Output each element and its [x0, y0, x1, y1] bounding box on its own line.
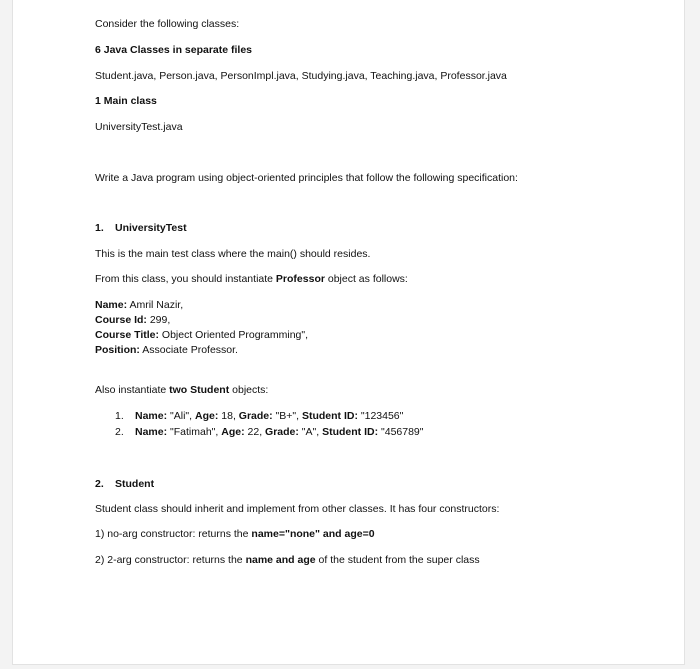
- professor-position: Position: Associate Professor.: [95, 344, 238, 356]
- task-text: Write a Java program using object-oriented principles that follow the following specification:: [95, 172, 518, 184]
- professor-name: Name: Amril Nazir,: [95, 299, 184, 311]
- section1-paragraph-2: From this class, you should instantiate Professor object as follows:: [95, 273, 408, 285]
- constructor-1: 1) no-arg constructor: returns the name="none" and age=0: [95, 528, 375, 540]
- professor-course-title: Course Title: Object Oriented Programming",: [95, 329, 309, 341]
- constructor-2: 2) 2-arg constructor: returns the name and age of the student from the super class: [95, 554, 480, 566]
- section2-heading: 2. Student: [95, 478, 155, 490]
- intro-text: Consider the following classes:: [95, 18, 240, 30]
- section2-paragraph-1: Student class should inherit and implement from other classes. It has four constructors:: [95, 503, 500, 515]
- java-classes-list: Student.java, Person.java, PersonImpl.java, Studying.java, Teaching.java, Professor.java: [95, 70, 507, 82]
- professor-course-id: Course Id: 299,: [95, 314, 171, 326]
- main-class-file: UniversityTest.java: [95, 121, 183, 133]
- java-classes-heading: 6 Java Classes in separate files: [95, 44, 253, 56]
- section1-heading: 1. UniversityTest: [95, 222, 187, 234]
- section1-paragraph-3: Also instantiate two Student objects:: [95, 384, 269, 396]
- document-page: Consider the following classes: 6 Java Classes in separate files Student.java, Person.java, PersonImpl.java, Studying.java, Teaching.java, Professor.java 1 Main class UniversityTest.java Write a Java program using object-oriented principles that follow the following specification: 1. UniversityTest This is the main test class where the main() should resides. From this class, you should instantiate Professor object as follows: Name: Amril Nazir, Course Id: 299, Course Title: Object Oriented Programming", Position: Associate Professor. Also instantiate two Student objects: 1. Name: "Ali", Age: 18, Grade: "B+", Student ID: "123456" 2. Name: "Fatimah", Age: 22, Grade: "A", Student ID: "456789" 2. Student Student class should inherit and implement from other classes. It has four constructors: 1) no-arg constructor: returns the name="none" and age=0 2) 2-arg constructor: returns the name and age of the student from the super class: [12, 0, 685, 665]
- main-class-heading: 1 Main class: [95, 95, 157, 107]
- section1-paragraph-1: This is the main test class where the main() should resides.: [95, 248, 371, 260]
